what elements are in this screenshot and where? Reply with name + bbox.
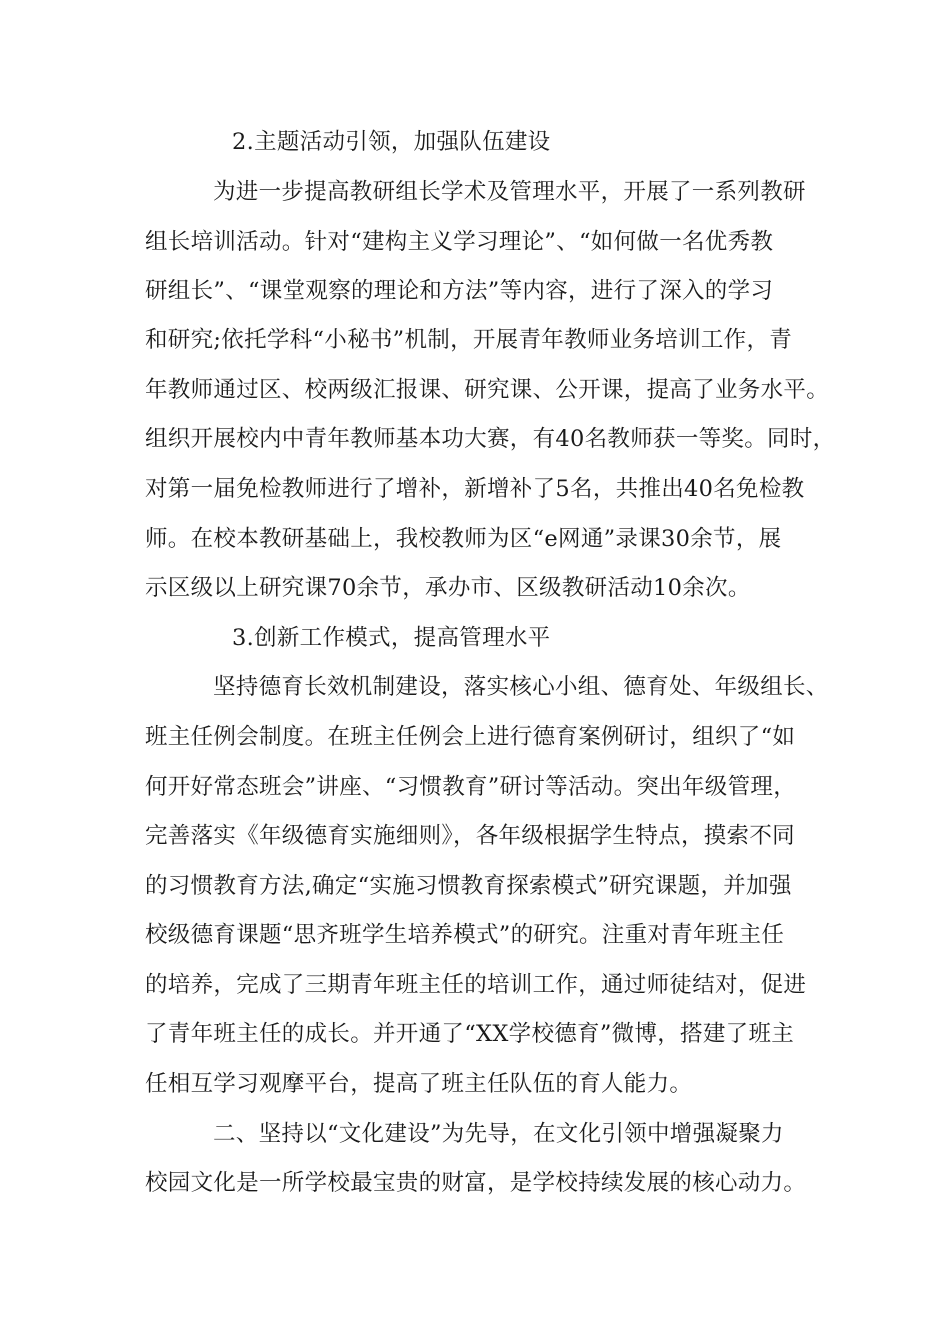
paragraph-line: 任相互学习观摩平台，提高了班主任队伍的育人能力。 [145, 1071, 693, 1097]
paragraph-line: 校园文化是一所学校最宝贵的财富，是学校持续发展的核心动力。 [145, 1170, 807, 1196]
paragraph-line: 了青年班主任的成长。并开通了“XX学校德育”微博，搭建了班主 [145, 1021, 795, 1047]
paragraph-line: 班主任例会制度。在班主任例会上进行德育案例研讨，组织了“如 [145, 724, 796, 750]
section-heading-3: 3.创新工作模式，提高管理水平 [232, 625, 551, 651]
paragraph-line: 完善落实《年级德育实施细则》，各年级根据学生特点，摸索不同 [145, 823, 795, 849]
paragraph-line: 的习惯教育方法,确定“实施习惯教育探索模式”研究课题，并加强 [145, 873, 792, 899]
paragraph-line: 年教师通过区、校两级汇报课、研究课、公开课，提高了业务水平。 [145, 377, 830, 403]
paragraph-line: 师。在校本教研基础上，我校教师为区“e网通”录课30余节，展 [145, 526, 782, 552]
paragraph-line: 的培养，完成了三期青年班主任的培训工作，通过师徒结对，促进 [145, 972, 807, 998]
section-heading-2: 2.主题活动引领，加强队伍建设 [232, 129, 551, 155]
paragraph-line: 示区级以上研究课70余节，承办市、区级教研活动10余次。 [145, 575, 751, 601]
paragraph-line: 研组长”、“课堂观察的理论和方法”等内容，进行了深入的学习 [145, 278, 774, 304]
paragraph-line: 为进一步提高教研组长学术及管理水平，开展了一系列教研 [213, 179, 806, 205]
section-heading-two: 二、坚持以“文化建设”为先导，在文化引领中增强凝聚力 [213, 1121, 784, 1147]
paragraph-line: 组长培训活动。针对“建构主义学习理论”、“如何做一名优秀教 [145, 229, 774, 255]
paragraph-line: 校级德育课题“思齐班学生培养模式”的研究。注重对青年班主任 [145, 922, 785, 948]
paragraph-line: 何开好常态班会”讲座、“习惯教育”研讨等活动。突出年级管理， [145, 774, 797, 800]
paragraph-line: 对第一届免检教师进行了增补，新增补了5名，共推出40名免检教 [145, 476, 805, 502]
paragraph-line: 和研究;依托学科“小秘书”机制，开展青年教师业务培训工作，青 [145, 327, 793, 353]
paragraph-line: 坚持德育长效机制建设，落实核心小组、德育处、年级组长、 [213, 674, 829, 700]
paragraph-line: 组织开展校内中青年教师基本功大赛，有40名教师获一等奖。同时， [145, 426, 836, 452]
